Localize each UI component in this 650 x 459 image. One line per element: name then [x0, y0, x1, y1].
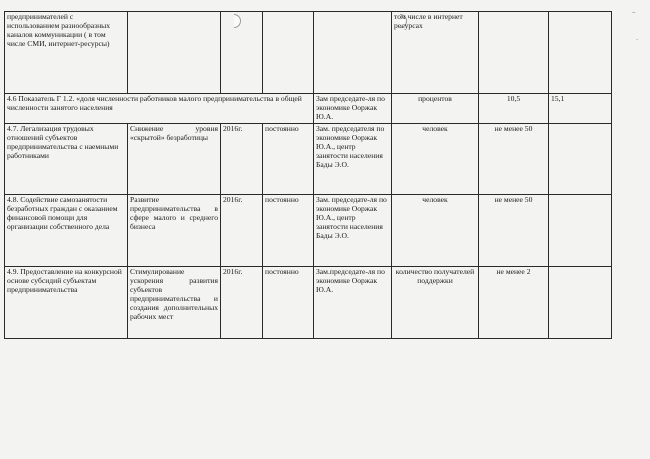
cell-goal [128, 12, 221, 94]
cell-actual: 15,1 [549, 94, 612, 124]
cell-year: 2016г. [221, 266, 263, 338]
plan-table [4, 11, 612, 339]
cell-event: 4.8. Содействие самозанятости безработных граждан с оказанием финансовой помощи для организации собственного дела [5, 194, 128, 266]
table-row [5, 12, 612, 94]
cell-year: 2016г. [221, 194, 263, 266]
cell-responsible: Зам председате-ля по экономике Ооржак Ю.А. [314, 94, 392, 124]
cell-goal: Развитие предпринимательства в сфере малого и среднего бизнеса [128, 194, 221, 266]
cell-goal: Снижение уровня «скрытой» безработицы [128, 123, 221, 194]
cell-year [221, 12, 263, 94]
cell-target: 10,5 [479, 94, 549, 124]
table-row [5, 266, 612, 338]
cell-indicator: 4.6 Показатель Г 1.2. «доля численности работников малого предпринимательства в общей численности занятого населения [5, 94, 314, 124]
table-row [5, 194, 612, 266]
scan-mark: – [632, 8, 636, 16]
cell-responsible [314, 12, 392, 94]
cell-target: не менее 2 [479, 266, 549, 338]
cell-period: постоянно [263, 266, 314, 338]
cell-event: 4.7. Легализация трудовых отношений субъектов предпринимательства с наемными работниками [5, 123, 128, 194]
cell-unit: том числе в интернет ресурсах [392, 12, 479, 94]
cell-unit: человек [392, 123, 479, 194]
cell-actual [549, 266, 612, 338]
cell-unit: процентов [392, 94, 479, 124]
cell-event: 4.9. Предоставление на конкурсной основе субсидий субъектам предпринимательства [5, 266, 128, 338]
cell-year: 2016г. [221, 123, 263, 194]
cell-goal: Стимулирование ускорения развития субъектов предпринимательства и создания дополнительных рабочих мест [128, 266, 221, 338]
cell-target [479, 12, 549, 94]
cell-actual [549, 123, 612, 194]
cell-period: постоянно [263, 123, 314, 194]
cell-actual [549, 12, 612, 94]
cell-responsible: Зам. председателя по экономике Ооржак Ю.А., центр занятости населения Бады Э.О. [314, 123, 392, 194]
cell-period: постоянно [263, 194, 314, 266]
cell-unit: количество получателей поддержки [392, 266, 479, 338]
cell-period [263, 12, 314, 94]
scan-mark: · [636, 36, 639, 44]
cell-responsible: Зам. председате-ля по экономике Ооржак Ю.А., центр занятости населения Бады Э.О. [314, 194, 392, 266]
cell-responsible: Зам.председате-ля по экономике Ооржак Ю.А. [314, 266, 392, 338]
table-row [5, 123, 612, 194]
table-row [5, 94, 612, 124]
cell-event: предпринимателей с использованием разнообразных каналов коммуникации ( в том числе СМИ, интернет-ресурсы) [5, 12, 128, 94]
cell-target: не менее 50 [479, 194, 549, 266]
cell-unit: человек [392, 194, 479, 266]
cell-target: не менее 50 [479, 123, 549, 194]
cell-actual [549, 194, 612, 266]
